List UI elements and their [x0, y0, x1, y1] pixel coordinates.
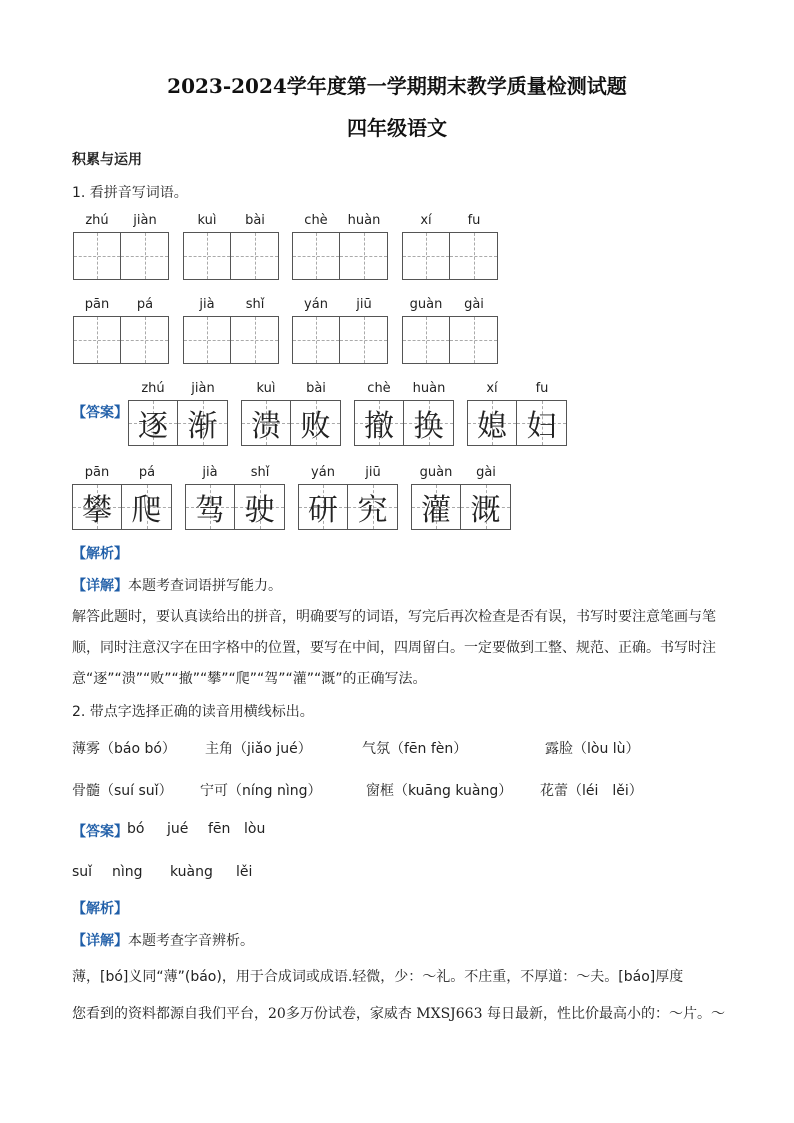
q1-detail-label: 【详解】 [72, 578, 128, 594]
pinyin-label: jiàn [191, 381, 215, 396]
blank-word-grid [292, 316, 388, 364]
pinyin-label: gài [464, 297, 484, 312]
q1-prompt: 1. 看拼音写词语。 [72, 185, 188, 201]
pinyin-label: fu [535, 381, 549, 396]
tianzige-cell [183, 232, 231, 280]
tianzige-cell [348, 484, 398, 530]
answer-character: 撤 [364, 409, 394, 444]
pinyin-label: fu [467, 213, 481, 228]
answer-character: 败 [300, 409, 331, 444]
q1-explanation-line: 意“逐”“溃”“败”“撤”“攀”“爬”“驾”“灌”“溉”的正确写法。 [72, 671, 427, 687]
answer-word-grid [411, 484, 511, 530]
pinyin-label: pān [84, 297, 110, 312]
q2-answer: kuàng [170, 864, 213, 880]
pinyin-label: chè [367, 381, 391, 396]
q2-item: 花蕾（léi lěi） [540, 783, 643, 799]
page-title: 2023-2024学年度第一学期期末教学质量检测试题 [167, 74, 627, 98]
q2-item: 骨髓（suí suǐ） [72, 783, 173, 799]
q2-analysis-label: 【解析】 [72, 901, 128, 917]
q2-detail-label: 【详解】 [72, 933, 128, 949]
q2-answer: lòu [244, 821, 266, 837]
answer-character: 溉 [470, 493, 501, 528]
answer-character: 驶 [244, 493, 275, 528]
answer-character: 逐 [138, 409, 168, 444]
q2-answer: suǐ [72, 864, 93, 880]
answer-word-grid [128, 400, 228, 446]
pinyin-label: huàn [412, 381, 446, 396]
pinyin-label: huàn [347, 213, 381, 228]
q2-item: 主角（jiǎo jué） [205, 741, 312, 757]
answer-character: 灌 [421, 493, 451, 528]
q2-explanation: 薄，[bó]义同“薄”(báo)，用于合成词或成语.轻微，少：～礼。不庄重，不厚道：～夫。[báo]厚度 [72, 969, 684, 985]
pinyin-label: bài [245, 213, 265, 228]
tianzige-cell [292, 316, 340, 364]
tianzige-cell [178, 400, 228, 446]
answer-character: 研 [308, 493, 338, 528]
q1-explanation-line: 解答此题时，要认真读给出的拼音，明确要写的词语，写完后再次检查是否有误，书写时要注意笔画与笔 [72, 609, 716, 625]
q2-answer: jué [167, 821, 189, 837]
pinyin-label: gài [476, 465, 496, 480]
blank-word-grid [402, 316, 498, 364]
pinyin-label: pān [84, 465, 110, 480]
tianzige-cell [340, 232, 388, 280]
pinyin-label: zhú [85, 213, 109, 228]
answer-word-grid [298, 484, 398, 530]
q2-item: 窗框（kuāng kuàng） [366, 783, 513, 799]
tianzige-cell [121, 232, 169, 280]
pinyin-label: yán [311, 465, 335, 480]
answer-character: 媳 [477, 409, 507, 444]
tianzige-cell [340, 316, 388, 364]
answer-character: 究 [357, 493, 388, 528]
tianzige-cell [73, 232, 121, 280]
answer-character: 爬 [131, 493, 162, 528]
q2-item: 气氛（fēn fèn） [362, 741, 468, 757]
tianzige-cell [241, 400, 291, 446]
blank-word-grid [292, 232, 388, 280]
tianzige-cell [404, 400, 454, 446]
q2-detail-text: 本题考查字音辨析。 [128, 933, 254, 949]
tianzige-cell [461, 484, 511, 530]
pinyin-label: pá [138, 465, 156, 480]
answer-word-grid [185, 484, 285, 530]
pinyin-label: bài [306, 381, 326, 396]
tianzige-cell [450, 232, 498, 280]
answer-word-grid [467, 400, 567, 446]
q2-answer: lěi [236, 864, 253, 880]
tianzige-cell [402, 316, 450, 364]
q1-explanation [72, 602, 722, 695]
pinyin-label: zhú [141, 381, 165, 396]
q2-item: 薄雾（báo bó） [72, 741, 176, 757]
pinyin-label: yán [304, 297, 328, 312]
q2-item: 露脸（lòu lù） [545, 741, 640, 757]
tianzige-cell [231, 316, 279, 364]
pinyin-label: jià [202, 465, 218, 480]
tianzige-cell [128, 400, 178, 446]
tianzige-cell [292, 232, 340, 280]
q1-detail-text: 本题考查词语拼写能力。 [128, 578, 282, 594]
tianzige-cell [517, 400, 567, 446]
pinyin-label: jiū [365, 465, 381, 480]
pinyin-label: shǐ [250, 465, 270, 480]
answer-word-grid [354, 400, 454, 446]
pinyin-label: xí [420, 213, 432, 228]
tianzige-cell [122, 484, 172, 530]
pinyin-label: xí [486, 381, 498, 396]
pinyin-label: kuì [197, 213, 217, 228]
tianzige-cell [183, 316, 231, 364]
tianzige-cell [354, 400, 404, 446]
answer-character: 渐 [187, 409, 218, 444]
q2-answer: fēn [208, 821, 231, 837]
blank-word-grid [73, 232, 169, 280]
tianzige-cell [235, 484, 285, 530]
pinyin-label: jiū [356, 297, 372, 312]
answer-word-grid [72, 484, 172, 530]
q1-analysis-label: 【解析】 [72, 546, 128, 562]
pinyin-label: kuì [256, 381, 276, 396]
pinyin-label: chè [304, 213, 328, 228]
tianzige-cell [291, 400, 341, 446]
q2-prompt: 2. 带点字选择正确的读音用横线标出。 [72, 704, 314, 720]
tianzige-cell [73, 316, 121, 364]
q1-detail [72, 576, 282, 596]
tianzige-cell [450, 316, 498, 364]
pinyin-label: guàn [419, 465, 453, 480]
pinyin-label: jià [199, 297, 215, 312]
blank-word-grid [73, 316, 169, 364]
pinyin-label: shǐ [245, 297, 265, 312]
tianzige-cell [402, 232, 450, 280]
pinyin-label: pá [136, 297, 154, 312]
q2-item: 宁可（níng nìng） [200, 783, 322, 799]
answer-character: 驾 [195, 493, 225, 528]
blank-word-grid [183, 232, 279, 280]
footer-watermark-text: 您看到的资料都源自我们平台，20多万份试卷，家威杏 MXSJ663 每日最新，性比价最高小的：～片。～ [72, 1006, 725, 1022]
q1-answer-label: 【答案】 [72, 405, 128, 421]
q2-answer-label: 【答案】 [72, 824, 128, 840]
q1-explanation-line: 顺，同时注意汉字在田字格中的位置，要写在中间，四周留白。一定要做到工整、规范、正确。书写时注 [72, 640, 716, 656]
answer-character: 妇 [526, 409, 557, 444]
answer-character: 溃 [251, 409, 281, 444]
tianzige-cell [467, 400, 517, 446]
blank-word-grid [402, 232, 498, 280]
blank-word-grid [183, 316, 279, 364]
tianzige-cell [231, 232, 279, 280]
q2-detail [72, 931, 254, 951]
answer-character: 攀 [82, 493, 112, 528]
pinyin-label: jiàn [133, 213, 157, 228]
pinyin-label: guàn [409, 297, 443, 312]
tianzige-cell [185, 484, 235, 530]
q2-answer: bó [127, 821, 145, 837]
tianzige-cell [72, 484, 122, 530]
tianzige-cell [121, 316, 169, 364]
page-subtitle: 四年级语文 [347, 116, 447, 140]
tianzige-cell [298, 484, 348, 530]
answer-character: 换 [413, 409, 444, 444]
q2-answer: nìng [112, 864, 143, 880]
answer-word-grid [241, 400, 341, 446]
tianzige-cell [411, 484, 461, 530]
section-heading: 积累与运用 [72, 152, 142, 168]
